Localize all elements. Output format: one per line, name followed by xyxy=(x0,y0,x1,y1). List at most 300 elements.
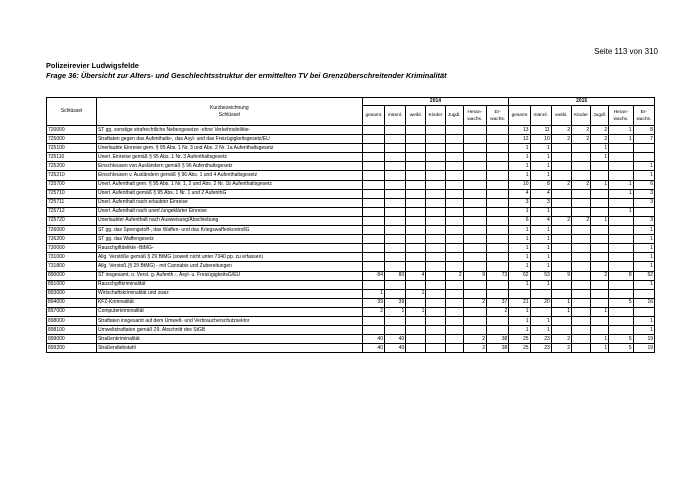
row-key: 898100 xyxy=(47,326,97,335)
cell-y14-col4 xyxy=(445,280,463,289)
cell-y14-col1 xyxy=(384,316,405,325)
cell-y15-col4: 1 xyxy=(591,344,609,353)
cell-y15-col1: 53 xyxy=(530,271,551,280)
cell-y14-col3 xyxy=(426,235,445,244)
row-key: 897000 xyxy=(47,307,97,316)
cell-y14-col3 xyxy=(426,207,445,216)
cell-y15-col3 xyxy=(572,171,591,180)
cell-y15-col4 xyxy=(591,253,609,262)
row-description: Rauschgiftdelikte -BtMG- xyxy=(96,244,362,253)
row-key: 894000 xyxy=(47,298,97,307)
cell-y15-col4 xyxy=(591,198,609,207)
cell-y14-col1: 1 xyxy=(384,307,405,316)
cell-y15-col2 xyxy=(551,262,571,271)
cell-y14-col2 xyxy=(406,198,426,207)
cell-y15-col5 xyxy=(609,235,633,244)
cell-y14-col1 xyxy=(384,326,405,335)
cell-y14-col5 xyxy=(463,189,486,198)
cell-y14-col4 xyxy=(445,198,463,207)
cell-y15-col4 xyxy=(591,207,609,216)
row-description: ST gg. das Sprengstoff-, das Waffen- und das KriegswaffenkontrollG xyxy=(96,226,362,235)
cell-y15-col1: 1 xyxy=(530,144,551,153)
cell-y15-col2: 9 xyxy=(551,271,571,280)
cell-y14-col6 xyxy=(486,262,508,271)
cell-y14-col4 xyxy=(445,335,463,344)
cell-y15-col0: 13 xyxy=(509,126,530,135)
column-header-gesamt-2015: gesamt xyxy=(509,106,530,126)
cell-y15-col0: 10 xyxy=(509,180,530,189)
cell-y15-col5 xyxy=(609,289,633,298)
row-key: 725720 xyxy=(47,216,97,225)
column-header-heran-line1: Heran- xyxy=(613,109,629,115)
table-row xyxy=(47,271,655,280)
page-title: Frage 36: Übersicht zur Alters- und Geschlechtsstruktur der ermittelten TV bei Grenzüberschreitender Kriminalität xyxy=(46,71,447,80)
cell-y15-col5 xyxy=(609,262,633,271)
cell-y14-col2 xyxy=(406,253,426,262)
cell-y14-col2 xyxy=(406,207,426,216)
cell-y14-col0 xyxy=(362,216,384,225)
cell-y15-col4: 2 xyxy=(591,126,609,135)
table-row xyxy=(47,226,655,235)
cell-y14-col1 xyxy=(384,198,405,207)
row-key: 730000 xyxy=(47,244,97,253)
cell-y14-col3 xyxy=(426,180,445,189)
cell-y15-col2: 1 xyxy=(551,307,571,316)
cell-y14-col2 xyxy=(406,298,426,307)
cell-y15-col1 xyxy=(530,307,551,316)
cell-y14-col3 xyxy=(426,335,445,344)
cell-y15-col1: 1 xyxy=(530,253,551,262)
cell-y15-col2: 2 xyxy=(551,180,571,189)
cell-y15-col2 xyxy=(551,280,571,289)
cell-y14-col6 xyxy=(486,126,508,135)
cell-y15-col6 xyxy=(633,144,654,153)
cell-y15-col0: 1 xyxy=(509,153,530,162)
cell-y14-col0: 39 xyxy=(362,298,384,307)
cell-y14-col1 xyxy=(384,226,405,235)
row-description: KFZ-Kriminalität xyxy=(96,298,362,307)
cell-y14-col4 xyxy=(445,216,463,225)
cell-y14-col4 xyxy=(445,289,463,298)
cell-y15-col3 xyxy=(572,198,591,207)
column-header-heran-line2: wachs. xyxy=(613,116,629,122)
cell-y14-col6 xyxy=(486,207,508,216)
cell-y14-col2: 1 xyxy=(406,307,426,316)
cell-y15-col0 xyxy=(509,289,530,298)
table-row xyxy=(47,171,655,180)
cell-y15-col4 xyxy=(591,162,609,171)
cell-y15-col5: 1 xyxy=(609,135,633,144)
row-key: 726200 xyxy=(47,235,97,244)
column-header-heran-2015 xyxy=(609,106,633,126)
cell-y14-col6 xyxy=(486,244,508,253)
cell-y15-col2 xyxy=(551,316,571,325)
cell-y14-col6 xyxy=(486,153,508,162)
row-description: Unerlaubte Einreise gem. § 95 Abs. 1 Nr. 3 und Abs. 2 Nr. 1a Aufenthaltsgesetz xyxy=(96,144,362,153)
cell-y14-col6 xyxy=(486,226,508,235)
cell-y15-col6: 1 xyxy=(633,235,654,244)
cell-y15-col1: 10 xyxy=(530,135,551,144)
cell-y14-col4 xyxy=(445,144,463,153)
table-row xyxy=(47,162,655,171)
cell-y14-col3 xyxy=(426,244,445,253)
table-row xyxy=(47,262,655,271)
row-description: Einschleusen von Ausländern gemäß § 96 Aufenthaltsgesetz xyxy=(96,162,362,171)
cell-y15-col1: 11 xyxy=(530,126,551,135)
cell-y14-col5 xyxy=(463,180,486,189)
cell-y14-col6 xyxy=(486,280,508,289)
cell-y15-col6: 6 xyxy=(633,180,654,189)
cell-y14-col0: 1 xyxy=(362,289,384,298)
cell-y14-col5: 9 xyxy=(463,271,486,280)
cell-y14-col5 xyxy=(463,171,486,180)
cell-y15-col6: 16 xyxy=(633,298,654,307)
cell-y15-col2: 2 xyxy=(551,126,571,135)
cell-y14-col2 xyxy=(406,262,426,271)
cell-y14-col0 xyxy=(362,153,384,162)
cell-y15-col4 xyxy=(591,262,609,271)
cell-y14-col6 xyxy=(486,198,508,207)
column-header-jugdl-2015: Jugdl. xyxy=(591,106,609,126)
cell-y15-col3 xyxy=(572,253,591,262)
cell-y14-col2 xyxy=(406,126,426,135)
cell-y15-col5 xyxy=(609,216,633,225)
cell-y15-col0: 1 xyxy=(509,316,530,325)
row-description: Umweltstraftaten gemäß 29. Abschnitt des StGB xyxy=(96,326,362,335)
cell-y15-col1: 4 xyxy=(530,189,551,198)
cell-y14-col4 xyxy=(445,235,463,244)
cell-y14-col3 xyxy=(426,271,445,280)
cell-y15-col2 xyxy=(551,244,571,253)
cell-y14-col2 xyxy=(406,171,426,180)
cell-y15-col0: 1 xyxy=(509,307,530,316)
table-row xyxy=(47,216,655,225)
cell-y14-col3 xyxy=(426,216,445,225)
cell-y15-col3 xyxy=(572,262,591,271)
cell-y14-col4 xyxy=(445,171,463,180)
cell-y14-col2 xyxy=(406,326,426,335)
cell-y14-col6 xyxy=(486,135,508,144)
cell-y14-col0: 84 xyxy=(362,271,384,280)
cell-y15-col1: 4 xyxy=(530,216,551,225)
cell-y14-col6 xyxy=(486,162,508,171)
cell-y14-col0 xyxy=(362,207,384,216)
cell-y14-col1 xyxy=(384,135,405,144)
row-description: Allg. Verstoß.(§ 29 BtMG) - mit Cannabis und Zubereitungen xyxy=(96,262,362,271)
cell-y14-col4 xyxy=(445,126,463,135)
row-description: Allg. Verstöße gemäß § 29 BtMG (soweit nicht unter 7340 pp. zu erfassen) xyxy=(96,253,362,262)
cell-y14-col2 xyxy=(406,144,426,153)
row-description: ST gg. das Waffengesetz xyxy=(96,235,362,244)
cell-y15-col2: 2 xyxy=(551,335,571,344)
row-key: 725711 xyxy=(47,198,97,207)
column-header-maennl-2015: männl. xyxy=(530,106,551,126)
cell-y14-col2 xyxy=(406,180,426,189)
cell-y15-col2 xyxy=(551,189,571,198)
cell-y15-col3 xyxy=(572,289,591,298)
cell-y15-col0: 3 xyxy=(509,198,530,207)
cell-y15-col4 xyxy=(591,298,609,307)
cell-y14-col6 xyxy=(486,289,508,298)
table-row xyxy=(47,207,655,216)
cell-y15-col3 xyxy=(572,244,591,253)
cell-y15-col4: 2 xyxy=(591,271,609,280)
cell-y15-col0: 1 xyxy=(509,162,530,171)
table-row xyxy=(47,135,655,144)
table-row xyxy=(47,316,655,325)
row-key: 731000 xyxy=(47,253,97,262)
cell-y14-col4 xyxy=(445,180,463,189)
cell-y15-col3: 2 xyxy=(572,135,591,144)
row-key: 725700 xyxy=(47,180,97,189)
cell-y14-col3 xyxy=(426,289,445,298)
cell-y15-col3: 2 xyxy=(572,216,591,225)
cell-y14-col6: 38 xyxy=(486,344,508,353)
table-row xyxy=(47,244,655,253)
row-key: 891000 xyxy=(47,280,97,289)
cell-y14-col1 xyxy=(384,280,405,289)
row-description: Einschleusen v. Ausländern gemäß § 96 Abs. 1 und 4 Aufenthaltsgesetz xyxy=(96,171,362,180)
cell-y14-col2 xyxy=(406,226,426,235)
year-header-2014: 2014 xyxy=(362,98,509,106)
cell-y15-col3 xyxy=(572,144,591,153)
cell-y14-col5 xyxy=(463,289,486,298)
row-key: 890000 xyxy=(47,271,97,280)
cell-y14-col0 xyxy=(362,244,384,253)
cell-y14-col5 xyxy=(463,135,486,144)
cell-y14-col6 xyxy=(486,326,508,335)
cell-y14-col5 xyxy=(463,226,486,235)
cell-y15-col0: 25 xyxy=(509,335,530,344)
cell-y15-col2 xyxy=(551,207,571,216)
cell-y14-col1 xyxy=(384,262,405,271)
page-number: Seite 113 von 310 xyxy=(594,47,658,56)
cell-y15-col3 xyxy=(572,207,591,216)
cell-y15-col6 xyxy=(633,307,654,316)
cell-y15-col6: 1 xyxy=(633,280,654,289)
row-key: 725210 xyxy=(47,171,97,180)
cell-y14-col1 xyxy=(384,253,405,262)
cell-y15-col4: 1 xyxy=(591,216,609,225)
cell-y14-col3 xyxy=(426,126,445,135)
row-description: Unerl. Aufenthalt nach unerl./ungeklärter Einreise xyxy=(96,207,362,216)
row-description: Straßendiebstahl xyxy=(96,344,362,353)
cell-y15-col4 xyxy=(591,326,609,335)
cell-y14-col0 xyxy=(362,126,384,135)
cell-y14-col4 xyxy=(445,207,463,216)
cell-y15-col3 xyxy=(572,307,591,316)
cell-y14-col5 xyxy=(463,316,486,325)
cell-y14-col5 xyxy=(463,126,486,135)
column-header-er-line2: wachs. xyxy=(490,116,506,122)
cell-y14-col5 xyxy=(463,216,486,225)
row-description: Computerkriminalität xyxy=(96,307,362,316)
cell-y15-col6: 52 xyxy=(633,271,654,280)
row-key: 725710 xyxy=(47,189,97,198)
cell-y15-col1: 1 xyxy=(530,280,551,289)
cell-y14-col5 xyxy=(463,253,486,262)
cell-y14-col6: 73 xyxy=(486,271,508,280)
cell-y14-col0 xyxy=(362,180,384,189)
cell-y14-col6 xyxy=(486,253,508,262)
cell-y14-col2 xyxy=(406,216,426,225)
row-description: ST gg. sonstige strafrechtliche Nebengesetze -ohne Verkehrsdelikte- xyxy=(96,126,362,135)
cell-y14-col4 xyxy=(445,316,463,325)
cell-y14-col1: 40 xyxy=(384,335,405,344)
cell-y15-col4: 1 xyxy=(591,153,609,162)
cell-y15-col5 xyxy=(609,326,633,335)
cell-y15-col5: 1 xyxy=(609,189,633,198)
cell-y15-col4: 1 xyxy=(591,307,609,316)
cell-y15-col2: 2 xyxy=(551,216,571,225)
cell-y14-col4: 2 xyxy=(445,271,463,280)
row-key: 725000 xyxy=(47,135,97,144)
column-header-er-line2: wachs. xyxy=(636,116,652,122)
cell-y15-col1: 20 xyxy=(530,298,551,307)
row-key: 899000 xyxy=(47,335,97,344)
cell-y14-col2 xyxy=(406,344,426,353)
cell-y15-col5 xyxy=(609,162,633,171)
table-row xyxy=(47,253,655,262)
cell-y14-col0 xyxy=(362,262,384,271)
cell-y14-col4 xyxy=(445,253,463,262)
cell-y14-col5 xyxy=(463,307,486,316)
cell-y15-col5 xyxy=(609,244,633,253)
cell-y14-col3 xyxy=(426,298,445,307)
cell-y15-col1: 23 xyxy=(530,335,551,344)
cell-y15-col0: 12 xyxy=(509,135,530,144)
cell-y14-col1: 39 xyxy=(384,298,405,307)
cell-y14-col5: 2 xyxy=(463,298,486,307)
cell-y14-col1 xyxy=(384,216,405,225)
cell-y15-col3 xyxy=(572,298,591,307)
cell-y14-col5 xyxy=(463,235,486,244)
column-header-er-2014 xyxy=(486,106,508,126)
cell-y15-col2 xyxy=(551,289,571,298)
cell-y15-col1: 1 xyxy=(530,316,551,325)
cell-y15-col2 xyxy=(551,153,571,162)
cell-y14-col5 xyxy=(463,244,486,253)
cell-y14-col0 xyxy=(362,198,384,207)
cell-y15-col5 xyxy=(609,198,633,207)
cell-y15-col1: 1 xyxy=(530,326,551,335)
cell-y15-col5 xyxy=(609,153,633,162)
row-description: Straftaten gegen das Aufenthalts-, das Asyl- und das Freizügigkeitsgesetz/EU xyxy=(96,135,362,144)
cell-y15-col6: 1 xyxy=(633,326,654,335)
cell-y14-col6: 2 xyxy=(486,307,508,316)
column-header-description xyxy=(96,98,362,126)
cell-y15-col3 xyxy=(572,271,591,280)
cell-y14-col3 xyxy=(426,162,445,171)
cell-y15-col1: 23 xyxy=(530,344,551,353)
cell-y14-col0: 2 xyxy=(362,307,384,316)
row-description: Unerl. Einreise gemäß § 95 Abs. 1 Nr. 3 Aufenthaltsgesetz xyxy=(96,153,362,162)
cell-y15-col1: 1 xyxy=(530,207,551,216)
cell-y15-col5: 1 xyxy=(609,126,633,135)
cell-y14-col3 xyxy=(426,226,445,235)
cell-y15-col0: 1 xyxy=(509,253,530,262)
cell-y14-col2 xyxy=(406,280,426,289)
column-header-kinder-2014: Kinder xyxy=(426,106,445,126)
cell-y14-col5: 2 xyxy=(463,335,486,344)
row-description: Rauschgiftkriminalität xyxy=(96,280,362,289)
cell-y15-col6 xyxy=(633,289,654,298)
cell-y15-col4: 2 xyxy=(591,135,609,144)
cell-y14-col1 xyxy=(384,126,405,135)
cell-y15-col2 xyxy=(551,144,571,153)
cell-y15-col6 xyxy=(633,207,654,216)
column-header-description-line1: Kurzbezeichnung xyxy=(209,104,249,111)
org-name: Polizeirevier Ludwigsfelde xyxy=(46,61,139,70)
column-header-heran-2014 xyxy=(463,106,486,126)
cell-y15-col4 xyxy=(591,226,609,235)
cell-y15-col4 xyxy=(591,280,609,289)
cell-y14-col6 xyxy=(486,235,508,244)
cell-y15-col3 xyxy=(572,335,591,344)
cell-y15-col0: 1 xyxy=(509,262,530,271)
cell-y15-col1 xyxy=(530,289,551,298)
table-row xyxy=(47,307,655,316)
cell-y14-col3 xyxy=(426,344,445,353)
cell-y14-col3 xyxy=(426,262,445,271)
cell-y14-col6 xyxy=(486,216,508,225)
cell-y15-col0: 1 xyxy=(509,171,530,180)
cell-y14-col6: 38 xyxy=(486,335,508,344)
cell-y15-col6: 7 xyxy=(633,135,654,144)
cell-y15-col1: 1 xyxy=(530,171,551,180)
cell-y14-col5 xyxy=(463,326,486,335)
cell-y14-col0 xyxy=(362,144,384,153)
cell-y15-col3 xyxy=(572,326,591,335)
cell-y15-col6: 19 xyxy=(633,344,654,353)
row-key: 725712 xyxy=(47,207,97,216)
cell-y15-col1: 8 xyxy=(530,180,551,189)
column-header-heran-line1: Heran- xyxy=(467,109,483,115)
cell-y15-col3 xyxy=(572,316,591,325)
cell-y15-col0: 1 xyxy=(509,244,530,253)
column-header-description-line2: Schlüssel xyxy=(218,111,241,118)
cell-y15-col3: 2 xyxy=(572,180,591,189)
cell-y15-col6: 8 xyxy=(633,126,654,135)
cell-y15-col4: 1 xyxy=(591,335,609,344)
cell-y15-col3 xyxy=(572,162,591,171)
cell-y15-col5 xyxy=(609,307,633,316)
cell-y14-col1 xyxy=(384,207,405,216)
column-header-gesamt-2014: gesamt xyxy=(362,106,384,126)
cell-y15-col2 xyxy=(551,326,571,335)
cell-y15-col0: 1 xyxy=(509,207,530,216)
cell-y14-col5 xyxy=(463,153,486,162)
cell-y15-col6: 19 xyxy=(633,335,654,344)
row-description: Unerl. Aufenthalt gemäß § 95 Abs. 1 Nr. 1 und 2 AufenthG xyxy=(96,189,362,198)
cell-y14-col0 xyxy=(362,280,384,289)
cell-y15-col0: 1 xyxy=(509,280,530,289)
row-description: ST insgesamt, o. Verst. g. Aufenth.-, Asyl- u. FreizügigkeitsG/EU xyxy=(96,271,362,280)
column-header-weibl-2014: weibl. xyxy=(406,106,426,126)
cell-y15-col5 xyxy=(609,316,633,325)
cell-y14-col6 xyxy=(486,144,508,153)
cell-y15-col6: 1 xyxy=(633,226,654,235)
row-key: 725100 xyxy=(47,144,97,153)
table-row xyxy=(47,198,655,207)
cell-y15-col3: 2 xyxy=(572,126,591,135)
cell-y14-col3 xyxy=(426,171,445,180)
cell-y15-col3 xyxy=(572,226,591,235)
cell-y15-col1: 1 xyxy=(530,244,551,253)
cell-y14-col6 xyxy=(486,180,508,189)
cell-y15-col0: 1 xyxy=(509,326,530,335)
cell-y14-col1 xyxy=(384,153,405,162)
